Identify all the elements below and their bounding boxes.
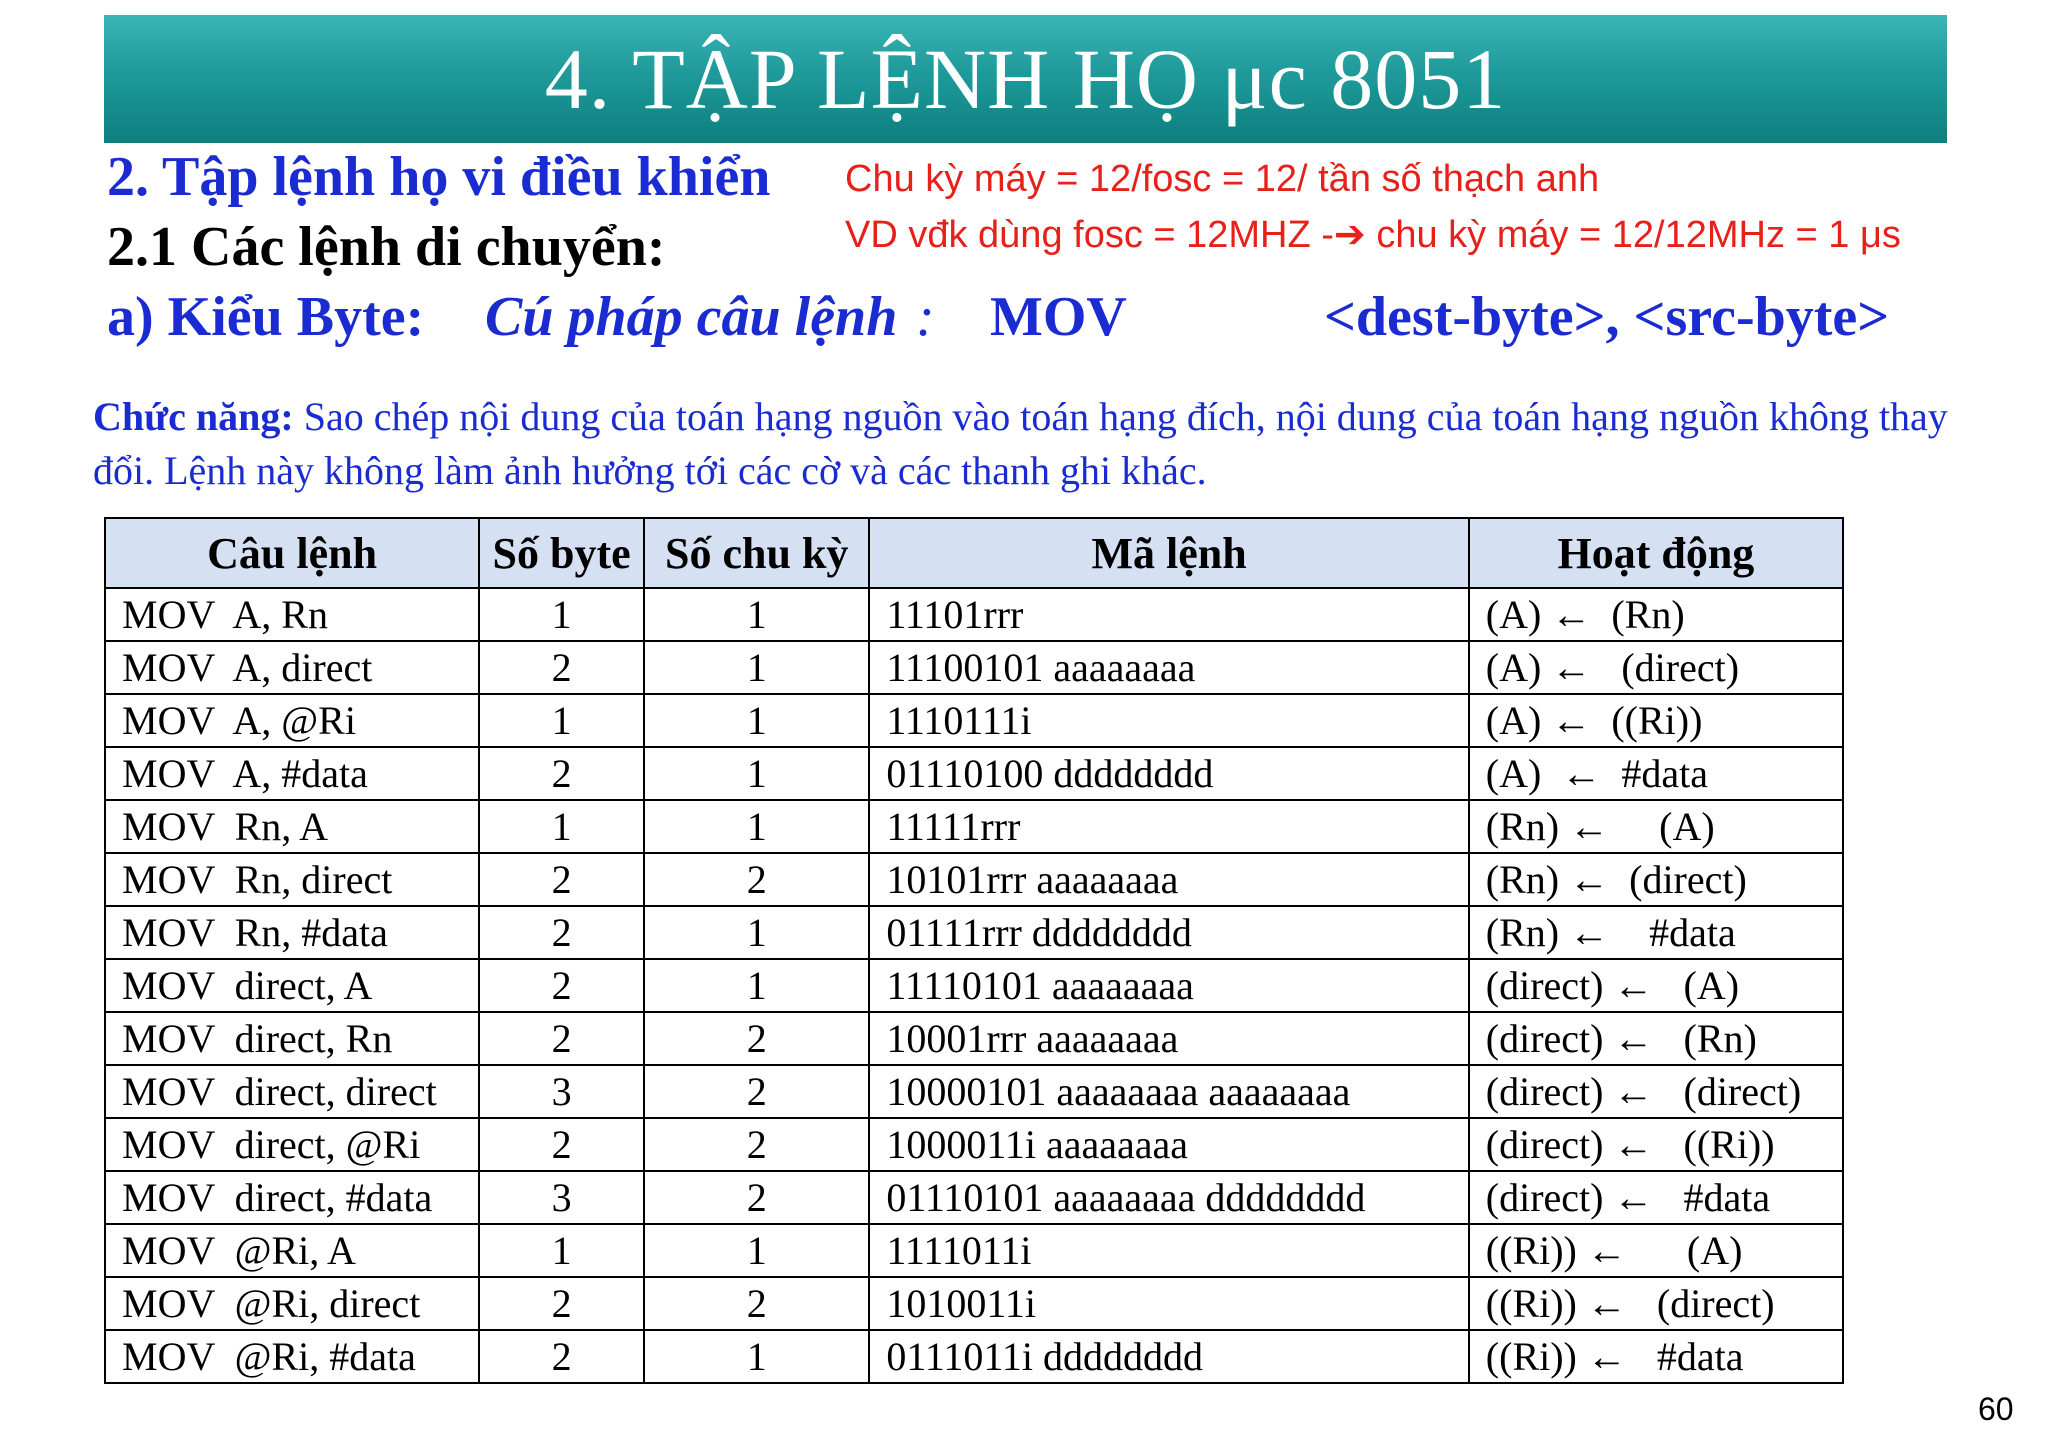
- opcode-cell: 1110111i: [869, 694, 1468, 747]
- bytes-cell: 2: [479, 747, 644, 800]
- instruction-cell: MOV Rn, #data: [105, 906, 479, 959]
- header-cycles: Số chu kỳ: [644, 518, 869, 588]
- opcode-cell: 01110101 aaaaaaaa dddddddd: [869, 1171, 1468, 1224]
- instruction-cell: MOV A, Rn: [105, 588, 479, 641]
- bytes-cell: 3: [479, 1065, 644, 1118]
- instruction-cell: MOV direct, @Ri: [105, 1118, 479, 1171]
- instruction-cell: MOV direct, A: [105, 959, 479, 1012]
- opcode-cell: 01110100 dddddddd: [869, 747, 1468, 800]
- bytes-cell: 2: [479, 1277, 644, 1330]
- operation-cell: (A) ← #data: [1469, 747, 1843, 800]
- instruction-cell: MOV @Ri, #data: [105, 1330, 479, 1383]
- bytes-cell: 1: [479, 694, 644, 747]
- bytes-cell: 1: [479, 800, 644, 853]
- opcode-cell: 11101rrr: [869, 588, 1468, 641]
- bytes-cell: 2: [479, 1330, 644, 1383]
- instruction-table: [104, 517, 1844, 1384]
- operation-cell: (direct) ← (Rn): [1469, 1012, 1843, 1065]
- header-opcode: Mã lệnh: [869, 518, 1468, 588]
- instruction-cell: MOV direct, Rn: [105, 1012, 479, 1065]
- page-number: 60: [1978, 1391, 2014, 1427]
- bytes-cell: 2: [479, 641, 644, 694]
- byte-type-label: a) Kiểu Byte:: [107, 286, 425, 348]
- instruction-cell: MOV @Ri, A: [105, 1224, 479, 1277]
- table-row: [105, 1012, 1843, 1065]
- example-note: VD vđk dùng fosc = 12MHZ -➔ chu kỳ máy = 12/12MHz = 1 μs: [845, 214, 1901, 256]
- operation-cell: ((Ri)) ← (A): [1469, 1224, 1843, 1277]
- cycles-cell: 1: [644, 906, 869, 959]
- operation-cell: (A) ← ((Ri)): [1469, 694, 1843, 747]
- table-row: [105, 1224, 1843, 1277]
- cycles-cell: 1: [644, 959, 869, 1012]
- table-row: [105, 1277, 1843, 1330]
- table-row: [105, 853, 1843, 906]
- slide-title: 4. TẬP LỆNH HỌ μc 8051: [544, 31, 1507, 127]
- cycles-cell: 2: [644, 1277, 869, 1330]
- title-bar: [104, 15, 1947, 143]
- opcode-cell: 11110101 aaaaaaaa: [869, 959, 1468, 1012]
- table-row: [105, 1118, 1843, 1171]
- cycles-cell: 2: [644, 1065, 869, 1118]
- cycles-cell: 1: [644, 800, 869, 853]
- operation-cell: ((Ri)) ← (direct): [1469, 1277, 1843, 1330]
- cycles-cell: 2: [644, 1171, 869, 1224]
- opcode-cell: 10101rrr aaaaaaaa: [869, 853, 1468, 906]
- operation-cell: (Rn) ← #data: [1469, 906, 1843, 959]
- opcode-cell: 1111011i: [869, 1224, 1468, 1277]
- table-row: [105, 906, 1843, 959]
- opcode-cell: 10000101 aaaaaaaa aaaaaaaa: [869, 1065, 1468, 1118]
- syntax-label: Cú pháp câu lệnh: [485, 286, 898, 348]
- syntax-colon: :: [916, 286, 935, 348]
- instruction-cell: MOV @Ri, direct: [105, 1277, 479, 1330]
- bytes-cell: 2: [479, 1012, 644, 1065]
- syntax-operands: <dest-byte>, <src-byte>: [1324, 286, 1890, 348]
- operation-cell: (Rn) ← (A): [1469, 800, 1843, 853]
- instruction-cell: MOV A, @Ri: [105, 694, 479, 747]
- opcode-cell: 1010011i: [869, 1277, 1468, 1330]
- opcode-cell: 10001rrr aaaaaaaa: [869, 1012, 1468, 1065]
- cycles-cell: 2: [644, 853, 869, 906]
- header-bytes: Số byte: [479, 518, 644, 588]
- opcode-cell: 11100101 aaaaaaaa: [869, 641, 1468, 694]
- opcode-cell: 11111rrr: [869, 800, 1468, 853]
- function-text: Sao chép nội dung của toán hạng nguồn vào toán hạng đích, nội dung của toán hạng nguồn không thay đổi. Lệnh này không làm ảnh hưởng tới các cờ và các thanh ghi khác.: [93, 394, 1948, 493]
- cycles-cell: 1: [644, 694, 869, 747]
- table-header-row: [105, 518, 1843, 588]
- cycles-cell: 1: [644, 1330, 869, 1383]
- operation-cell: (direct) ← #data: [1469, 1171, 1843, 1224]
- cycles-cell: 1: [644, 747, 869, 800]
- machine-cycle-note: Chu kỳ máy = 12/fosc = 12/ tần số thạch anh: [845, 158, 1600, 200]
- operation-cell: (direct) ← ((Ri)): [1469, 1118, 1843, 1171]
- header-instruction: Câu lệnh: [105, 518, 479, 588]
- opcode-cell: 1000011i aaaaaaaa: [869, 1118, 1468, 1171]
- operation-cell: (Rn) ← (direct): [1469, 853, 1843, 906]
- instruction-cell: MOV Rn, A: [105, 800, 479, 853]
- section-heading: 2. Tập lệnh họ vi điều khiển: [107, 146, 771, 208]
- instruction-cell: MOV A, direct: [105, 641, 479, 694]
- cycles-cell: 1: [644, 1224, 869, 1277]
- operation-cell: (direct) ← (direct): [1469, 1065, 1843, 1118]
- table-row: [105, 588, 1843, 641]
- bytes-cell: 2: [479, 906, 644, 959]
- bytes-cell: 1: [479, 588, 644, 641]
- operation-cell: (direct) ← (A): [1469, 959, 1843, 1012]
- bytes-cell: 2: [479, 1118, 644, 1171]
- bytes-cell: 2: [479, 959, 644, 1012]
- operation-cell: (A) ← (direct): [1469, 641, 1843, 694]
- table-row: [105, 800, 1843, 853]
- cycles-cell: 1: [644, 641, 869, 694]
- operation-cell: (A) ← (Rn): [1469, 588, 1843, 641]
- table-row: [105, 959, 1843, 1012]
- table-row: [105, 1171, 1843, 1224]
- function-label: Chức năng:: [93, 394, 294, 439]
- table-row: [105, 747, 1843, 800]
- instruction-cell: MOV A, #data: [105, 747, 479, 800]
- instruction-cell: MOV direct, direct: [105, 1065, 479, 1118]
- instruction-cell: MOV direct, #data: [105, 1171, 479, 1224]
- table-row: [105, 641, 1843, 694]
- instruction-cell: MOV Rn, direct: [105, 853, 479, 906]
- table-row: [105, 1330, 1843, 1383]
- cycles-cell: 2: [644, 1118, 869, 1171]
- cycles-cell: 1: [644, 588, 869, 641]
- syntax-mnemonic: MOV: [990, 286, 1127, 348]
- bytes-cell: 1: [479, 1224, 644, 1277]
- function-description: [93, 390, 1973, 498]
- bytes-cell: 3: [479, 1171, 644, 1224]
- bytes-cell: 2: [479, 853, 644, 906]
- table-row: [105, 1065, 1843, 1118]
- opcode-cell: 01111rrr dddddddd: [869, 906, 1468, 959]
- header-operation: Hoạt động: [1469, 518, 1843, 588]
- subsection-heading: 2.1 Các lệnh di chuyển:: [107, 216, 666, 278]
- cycles-cell: 2: [644, 1012, 869, 1065]
- table-row: [105, 694, 1843, 747]
- opcode-cell: 0111011i dddddddd: [869, 1330, 1468, 1383]
- operation-cell: ((Ri)) ← #data: [1469, 1330, 1843, 1383]
